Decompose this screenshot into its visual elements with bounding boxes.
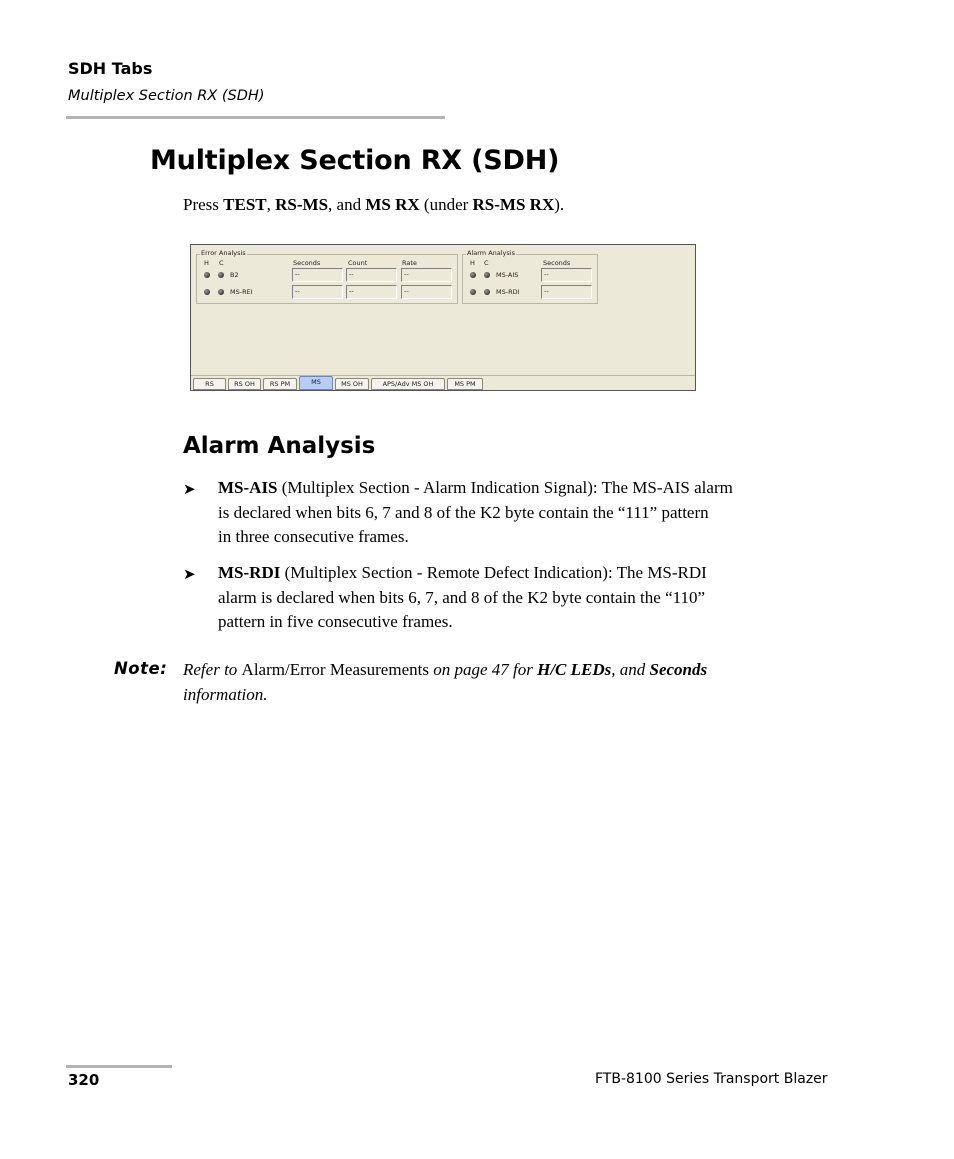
- ms-ais-history-led: [470, 272, 476, 278]
- footer-product-name: FTB-8100 Series Transport Blazer: [595, 1071, 828, 1087]
- bullet-line: in three consecutive frames.: [218, 527, 409, 546]
- ms-rei-rate-field: --: [401, 285, 452, 299]
- ms-ais-seconds-field: --: [541, 268, 592, 282]
- footer-rule: [66, 1065, 172, 1068]
- tab-ms-oh[interactable]: MS OH: [335, 378, 369, 390]
- col-seconds: Seconds: [543, 259, 571, 267]
- intro-sep: (under: [419, 195, 473, 214]
- note-text: , and: [611, 660, 650, 679]
- col-h: H: [470, 259, 475, 267]
- bullet-text: (Multiplex Section - Remote Defect Indication): The MS-RDI: [280, 563, 707, 582]
- tab-aps-adv-ms-oh[interactable]: APS/Adv MS OH: [371, 378, 445, 390]
- page-title: Multiplex Section RX (SDH): [150, 145, 560, 176]
- term-ms-rdi: MS-RDI: [218, 563, 281, 582]
- note-label: Note:: [114, 659, 168, 678]
- running-header-subsection: Multiplex Section RX (SDH): [68, 88, 265, 104]
- b2-history-led: [204, 272, 210, 278]
- intro-press: Press: [183, 195, 224, 214]
- ms-rei-current-led: [218, 289, 224, 295]
- b2-seconds-field: --: [292, 268, 343, 282]
- section-title-alarm-analysis: Alarm Analysis: [183, 433, 376, 459]
- tab-bar: [191, 375, 695, 391]
- page-number: 320: [68, 1071, 100, 1089]
- bullet-line: pattern in five consecutive frames.: [218, 612, 453, 631]
- key-rs-ms: RS-MS: [275, 195, 329, 214]
- col-c: C: [219, 259, 224, 267]
- ms-rei-count-field: --: [346, 285, 397, 299]
- bullet-ms-rdi: [218, 561, 818, 635]
- tab-ms[interactable]: MS: [299, 376, 333, 390]
- key-ms-rx: MS RX: [365, 195, 420, 214]
- ms-ais-current-led: [484, 272, 490, 278]
- col-count: Count: [348, 259, 368, 267]
- b2-rate-field: --: [401, 268, 452, 282]
- bullet-line: [218, 561, 818, 586]
- note-line: information.: [183, 684, 268, 704]
- col-c: C: [484, 259, 489, 267]
- bullet-line: is declared when bits 6, 7 and 8 of the K2 byte contain the “111” pattern: [218, 502, 709, 522]
- bullet-line: [218, 476, 818, 501]
- note-text: on page 47 for: [428, 660, 538, 679]
- bullet-ms-ais: [218, 476, 818, 550]
- bullet-text: (Multiplex Section - Alarm Indication Signal): The MS-AIS alarm: [277, 478, 733, 497]
- row-b2-label: B2: [230, 271, 239, 279]
- tab-ms-pm[interactable]: MS PM: [447, 378, 483, 390]
- ms-rx-screenshot: [190, 244, 696, 391]
- alarm-analysis-label: Alarm Analysis: [467, 249, 515, 257]
- bullet-arrow-icon: ➤: [183, 565, 196, 583]
- tab-rs-oh[interactable]: RS OH: [228, 378, 261, 390]
- col-rate: Rate: [402, 259, 417, 267]
- col-seconds: Seconds: [293, 259, 321, 267]
- key-rs-ms-rx: RS-MS RX: [472, 195, 555, 214]
- bullet-line: alarm is declared when bits 6, 7, and 8 of the K2 byte contain the “110”: [218, 587, 706, 607]
- row-ms-rdi-label: MS-RDI: [496, 288, 520, 296]
- note-hc-leds: H/C LEDs: [537, 660, 612, 679]
- ms-rei-history-led: [204, 289, 210, 295]
- term-ms-ais: MS-AIS: [218, 478, 278, 497]
- ms-rdi-history-led: [470, 289, 476, 295]
- tab-rs-pm[interactable]: RS PM: [263, 378, 297, 390]
- note-text: Refer to: [183, 660, 242, 679]
- ms-rdi-seconds-field: --: [541, 285, 592, 299]
- note-link-alarm-error-measurements[interactable]: Alarm/Error Measurements: [241, 660, 429, 679]
- bullet-arrow-icon: ➤: [183, 480, 196, 498]
- row-ms-ais-label: MS-AIS: [496, 271, 519, 279]
- tab-rs[interactable]: RS: [193, 378, 226, 390]
- error-analysis-label: Error Analysis: [201, 249, 246, 257]
- intro-sep: , and: [328, 195, 366, 214]
- ms-rei-seconds-field: --: [292, 285, 343, 299]
- b2-count-field: --: [346, 268, 397, 282]
- intro-paragraph: [183, 195, 564, 215]
- ms-rdi-current-led: [484, 289, 490, 295]
- col-h: H: [204, 259, 209, 267]
- b2-current-led: [218, 272, 224, 278]
- intro-end: ).: [554, 195, 565, 214]
- key-test: TEST: [223, 195, 267, 214]
- intro-sep: ,: [266, 195, 276, 214]
- running-header-section: SDH Tabs: [68, 59, 153, 78]
- row-ms-rei-label: MS-REI: [230, 288, 253, 296]
- note-seconds: Seconds: [649, 660, 708, 679]
- note-line: [183, 658, 823, 683]
- header-rule: [66, 116, 445, 119]
- note-body: [183, 658, 823, 707]
